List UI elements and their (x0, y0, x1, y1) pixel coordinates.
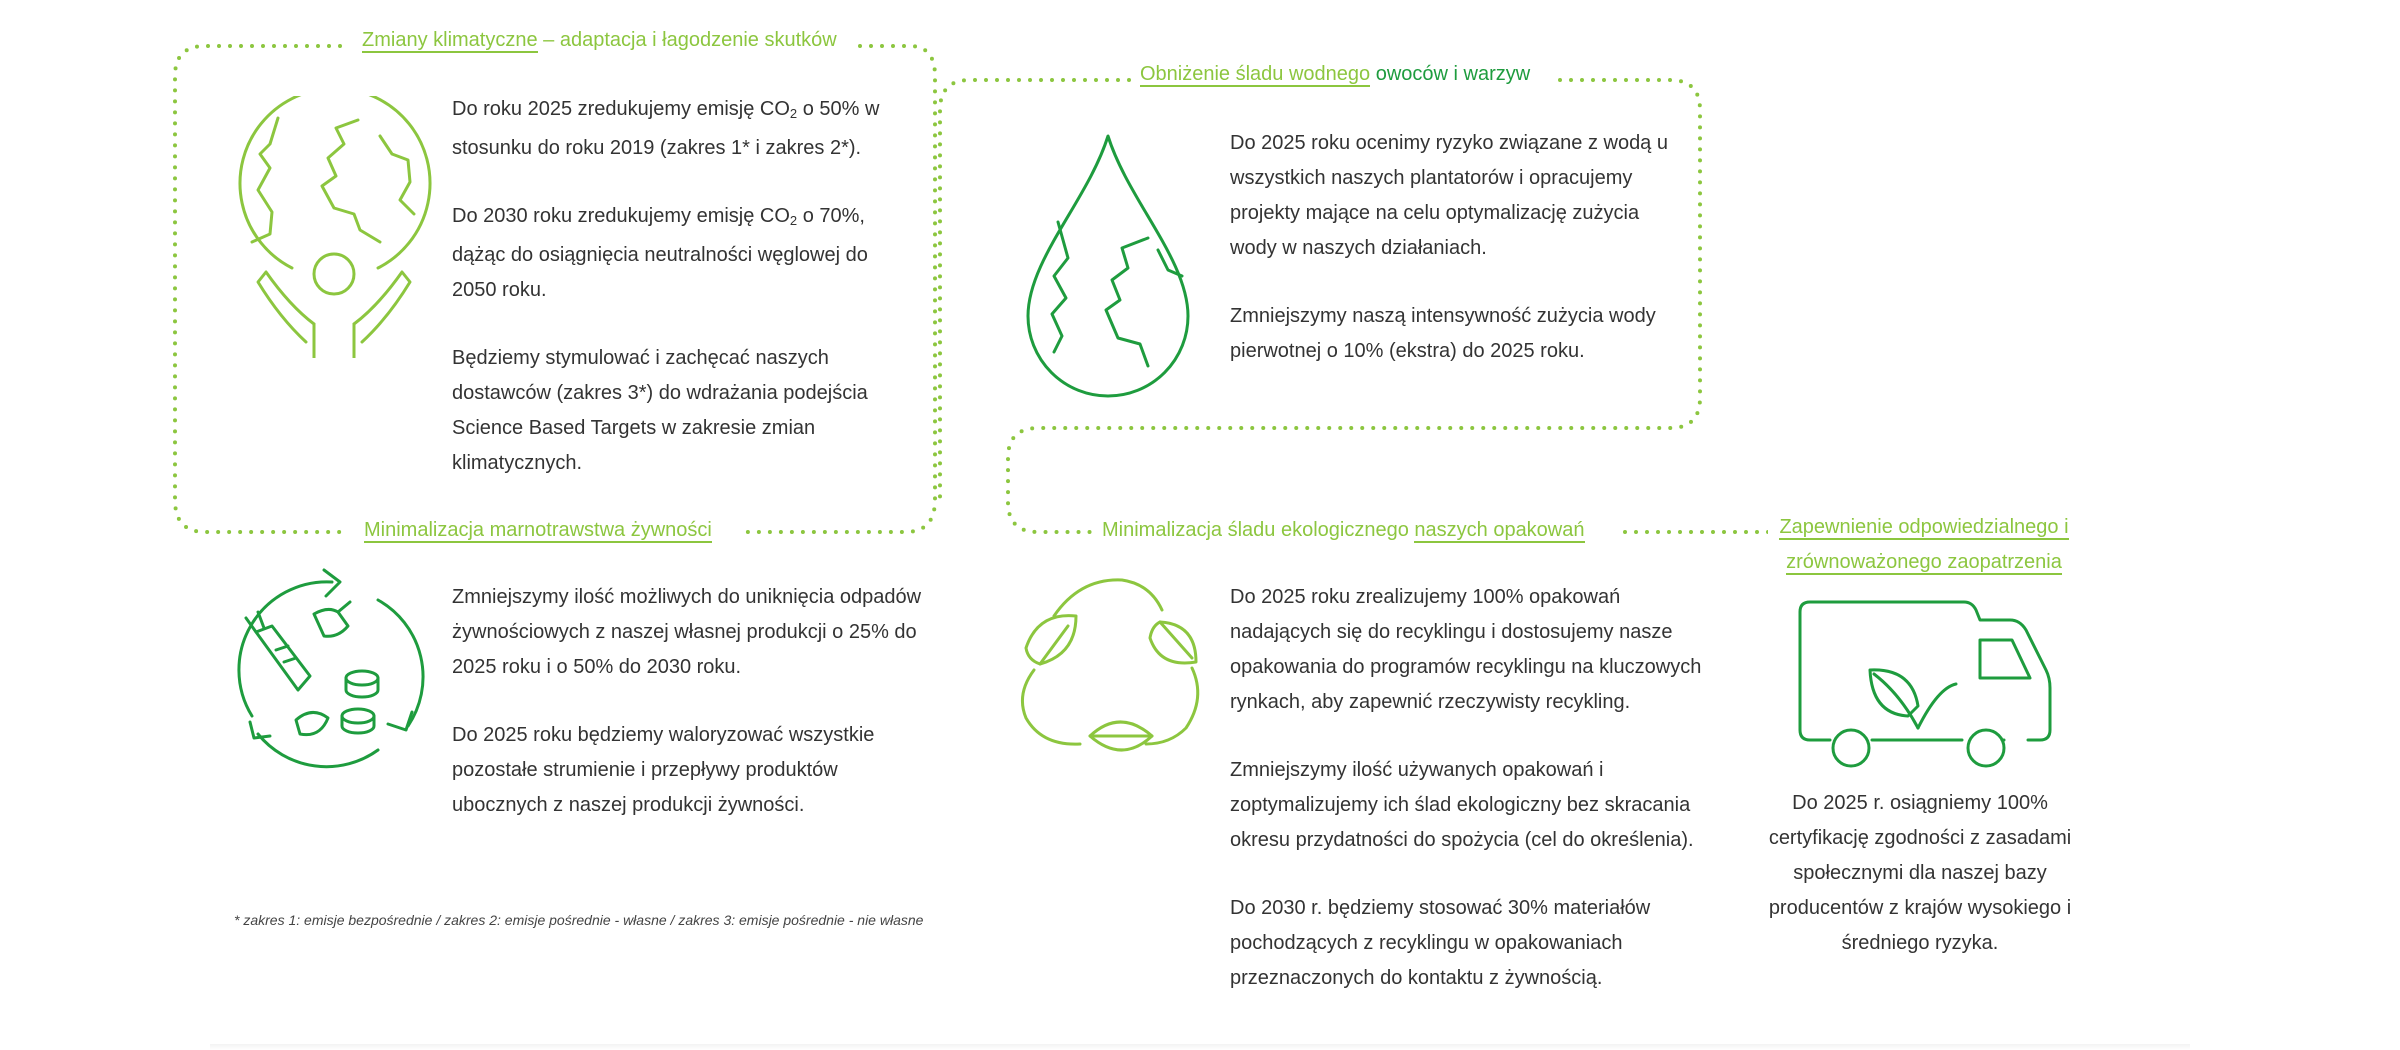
sourcing-certification-target: Do 2025 r. osiągniemy 100% certyfikację zgodności z zasadami społecznymi dla naszej bazy producentów z krajów wysokiego i średniego ryzyka. (1768, 792, 2072, 954)
climate-heading (358, 23, 841, 57)
climate-text (452, 92, 922, 481)
bottom-shadow-divider (210, 1044, 2190, 1050)
water-heading-part1: Obniżenie śladu wodnego (1140, 63, 1371, 85)
packaging-heading-part2: naszych opakowań (1414, 519, 1585, 541)
water-intensity-target: Zmniejszymy naszą intensywność zużycia wody pierwotnej o 10% (ekstra) do 2025 roku. (1230, 305, 1656, 362)
water-text (1230, 126, 1675, 369)
earth-person-icon (230, 96, 440, 358)
climate-p2-before: Do 2030 roku zredukujemy emisję CO (452, 205, 790, 227)
climate-p2-line3: 2050 roku. (452, 279, 547, 301)
packaging-recycled-content-target: Do 2030 r. będziemy stosować 30% materiałów pochodzących z recyklingu w opakowaniach przeznaczonych do kontaktu z żywnością. (1230, 897, 1651, 989)
food-recycle-icon (228, 566, 428, 776)
food-waste-heading (360, 513, 716, 547)
climate-target-2030 (452, 199, 922, 308)
climate-p2-line2: dążąc do osiągnięcia neutralności węglowej do (452, 244, 868, 266)
water-heading-part2: owoców i warzyw (1370, 63, 1531, 85)
climate-p1-line2: stosunku do roku 2019 (zakres 1* i zakres 2*). (452, 137, 862, 159)
packaging-heading-part1: Minimalizacja śladu ekologicznego (1102, 519, 1415, 541)
climate-suppliers-target: Będziemy stymulować i zachęcać naszych dostawców (zakres 3*) do wdrażania podejścia Science Based Targets w zakresie zmian klimatycznych. (452, 347, 868, 474)
scope-footnote: * zakres 1: emisje bezpośrednie / zakres 2: emisje pośrednie - własne / zakres 3: emisje pośrednie - nie własne (234, 912, 924, 928)
food-waste-reduction-target: Zmniejszymy ilość możliwych do uniknięcia odpadów żywnościowych z naszej własnej produkcji o 25% do 2025 roku i o 50% do 2030 roku. (452, 586, 922, 678)
water-risk-target: Do 2025 roku ocenimy ryzyko związane z wodą u wszystkich naszych plantatorów i opracujemy projekty mające na celu optymalizację zużycia wody w naszych działaniach. (1230, 132, 1668, 259)
food-waste-heading-text: Minimalizacja marnotrawstwa żywności (364, 519, 712, 541)
climate-p1-line1-after: o 50% w (797, 98, 880, 120)
packaging-text (1230, 580, 1720, 996)
sourcing-heading-line1: Zapewnienie odpowiedzialnego i (1779, 516, 2069, 538)
eco-truck-icon (1796, 598, 2056, 778)
sourcing-text (1756, 786, 2084, 961)
climate-p1-sub: 2 (789, 106, 798, 121)
sourcing-heading (1768, 510, 2080, 580)
leaf-recycle-icon (1010, 568, 1210, 768)
water-drop-earth-icon (1018, 130, 1198, 400)
packaging-footprint-target: Zmniejszymy ilość używanych opakowań i zoptymalizujemy ich ślad ekologiczny bez skracania okresu przydatności do spożycia (cel do określenia). (1230, 759, 1694, 851)
climate-p1-before: Do roku 2025 zredukujemy emisję CO (452, 98, 790, 120)
packaging-recyclable-target: Do 2025 roku zrealizujemy 100% opakowań nadających się do recyklingu i dostosujemy nasze opakowania do programów recyklingu na kluczowych rynkach, aby zapewnić rzeczywisty recykling. (1230, 586, 1702, 713)
climate-heading-part2: – adaptacja i łagodzenie skutków (537, 29, 837, 51)
climate-target-2025 (452, 92, 922, 166)
sourcing-heading-line2: zrównoważonego zaopatrzenia (1786, 551, 2062, 573)
food-waste-valorization-target: Do 2025 roku będziemy waloryzować wszystkie pozostałe strumienie i przepływy produktów ubocznych z naszej produkcji żywności. (452, 724, 875, 816)
climate-heading-part1: Zmiany klimatyczne (362, 29, 538, 51)
climate-p2-sub: 2 (789, 213, 798, 228)
packaging-heading (1098, 513, 1589, 547)
climate-p2-line1-after: o 70%, (797, 205, 865, 227)
food-waste-text (452, 580, 927, 823)
water-heading (1136, 57, 1534, 91)
